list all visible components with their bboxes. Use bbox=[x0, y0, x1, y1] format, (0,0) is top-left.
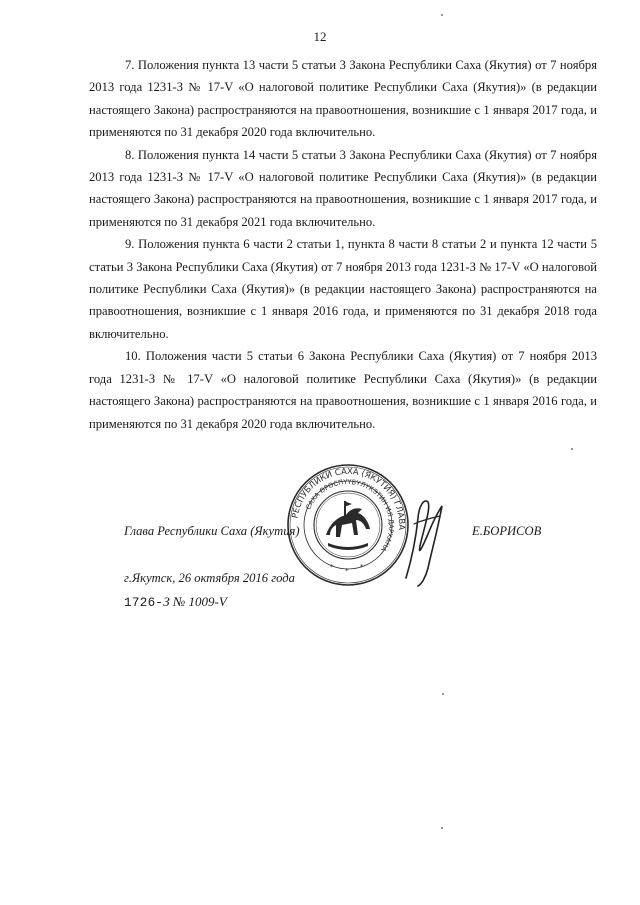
law-number-printed: 1726- bbox=[124, 596, 164, 610]
scan-speck bbox=[441, 14, 443, 16]
signature-row bbox=[0, 524, 640, 544]
law-number-suffix: З № 1009-V bbox=[163, 594, 227, 609]
svg-text:*: * bbox=[360, 563, 364, 571]
paragraph-9: 9. Положения пункта 6 части 2 статьи 1, пункта 8 части 8 статьи 2 и пункта 12 части 5 статьи 3 Закона Республики Саха (Якутия) от 7 ноября 2013 года 1231-З № 17-V «О налоговой политике Республики Саха (Якутия)» (в редакции настоящего Закона) распространяются на правоотношения, возникшие с 1 января 2016 года, и применяются по 31 декабря 2018 года включительно. bbox=[89, 237, 597, 341]
place-and-date: г.Якутск, 26 октября 2016 года bbox=[124, 571, 295, 585]
svg-text:*: * bbox=[330, 563, 334, 571]
paragraph-8: 8. Положения пункта 14 части 5 статьи 3 Закона Республики Саха (Якутия) от 7 ноября 2013 года 1231-З № 17-V «О налоговой политике Республики Саха (Якутия)» (в редакции настоящего Закона) распространяются на правоотношения, возникшие с 1 января 2017 года, и применяются по 31 декабря 2021 года включительно. bbox=[89, 147, 597, 229]
scan-speck bbox=[442, 693, 444, 695]
svg-text:РЕСПУБЛИКИ САХА (ЯКУТИЯ) ГЛАВА: РЕСПУБЛИКИ САХА (ЯКУТИЯ) ГЛАВА bbox=[289, 465, 408, 531]
svg-text:*: * bbox=[345, 567, 349, 575]
scan-speck bbox=[441, 827, 443, 829]
scan-speck bbox=[571, 448, 573, 450]
page-number: 12 bbox=[313, 29, 327, 44]
paragraph-10: 10. Положения части 5 статьи 6 Закона Республики Саха (Якутия) от 7 ноября 2013 года 1231-З № 17-V «О налоговой политике Республики Саха (Якутия)» (в редакции настоящего Закона) распространяются на правоотношения, возникшие с 1 января 2016 года, и применяются по 31 декабря 2020 года включительно. bbox=[89, 349, 597, 431]
law-number bbox=[124, 594, 227, 610]
signatory-name: Е.БОРИСОВ bbox=[472, 524, 542, 538]
svg-text:САХА ӨРӨСПҮҮБҮЛҮКЭТИН ИЛ ДАРХА: САХА ӨРӨСПҮҮБҮЛҮКЭТИН ИЛ ДАРХАНА bbox=[304, 477, 396, 553]
paragraph-7: 7. Положения пункта 13 части 5 статьи 3 Закона Республики Саха (Якутия) от 7 ноября 2013 года 1231-З № 17-V «О налоговой политике Республики Саха (Якутия)» (в редакции настоящего Закона) распространяются на правоотношения, возникшие с 1 января 2017 года, и применяются по 31 декабря 2020 года включительно. bbox=[89, 58, 597, 140]
signatory-title: Глава Республики Саха (Якутия) bbox=[124, 524, 300, 538]
document-body bbox=[89, 54, 597, 435]
